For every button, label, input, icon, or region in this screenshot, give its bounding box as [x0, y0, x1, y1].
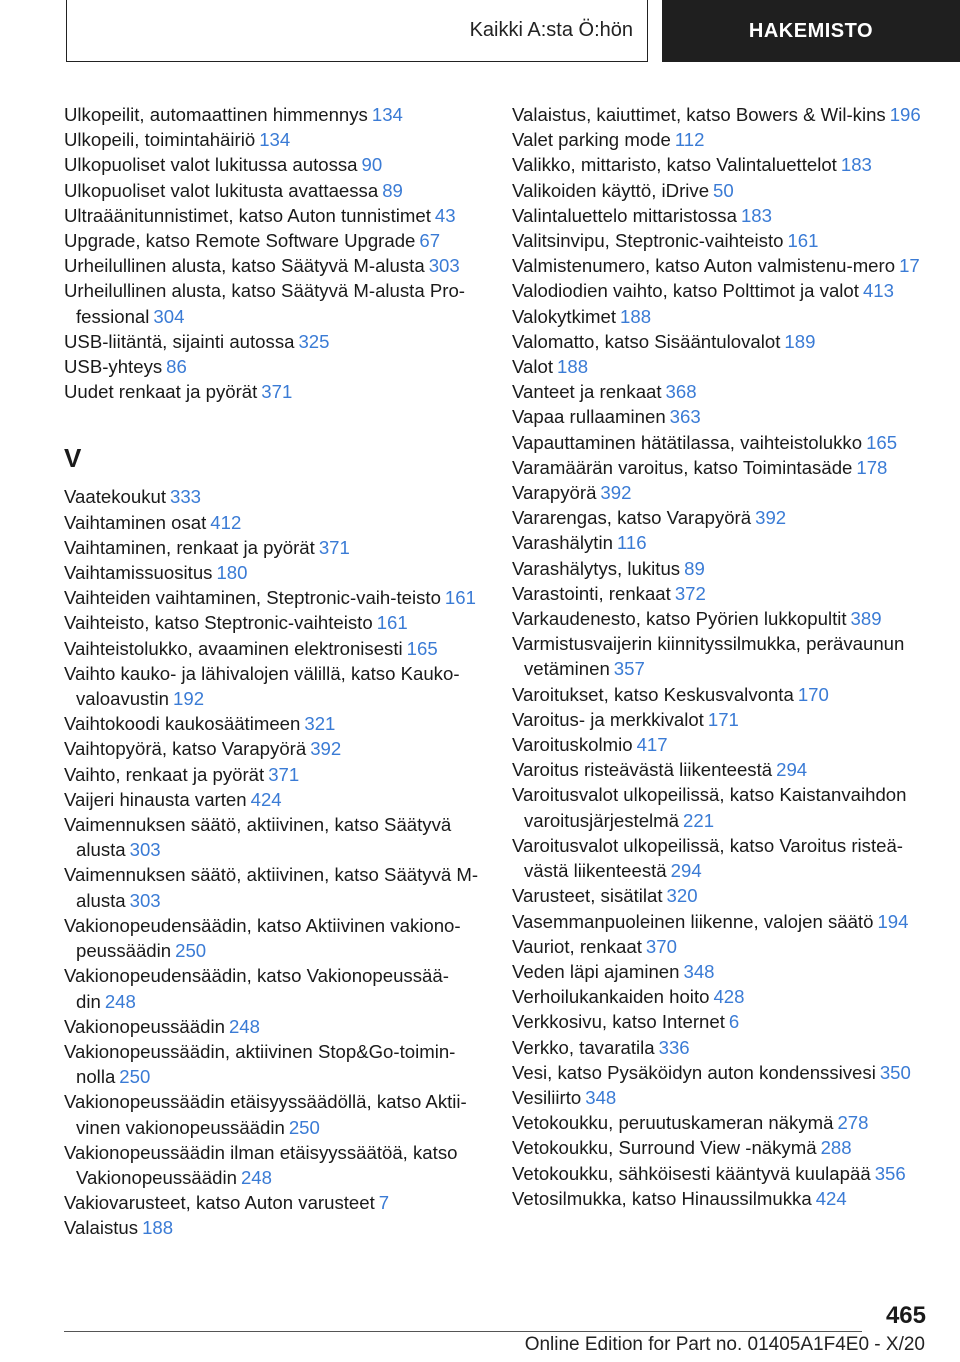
index-column-left — [64, 102, 484, 1241]
index-entry — [64, 253, 484, 278]
index-entry-page-link[interactable]: 180 — [216, 562, 248, 584]
index-entry — [64, 812, 484, 862]
index-entry-page-link[interactable]: 348 — [683, 960, 715, 982]
index-entry-page-link[interactable]: 370 — [645, 935, 677, 957]
index-entry-page-link[interactable]: 161 — [376, 612, 408, 634]
index-entry-text: Valaistus, kaiuttimet, katso Bowers & Wil-kins — [512, 104, 886, 125]
index-entry-page-link[interactable]: 424 — [815, 1187, 847, 1209]
index-entry-text: Upgrade, katso Remote Software Upgrade — [64, 230, 416, 252]
index-entry-text: Ulkopuoliset valot lukitussa autossa — [64, 154, 358, 176]
index-entry-page-link[interactable]: 188 — [557, 356, 589, 378]
index-entry — [64, 736, 484, 761]
index-entry — [64, 354, 484, 379]
index-entry-text: Veden läpi ajaminen — [512, 960, 680, 982]
index-entry-page-link[interactable]: 86 — [166, 356, 187, 378]
index-entry — [64, 379, 484, 404]
index-entry-text: Varoitusvalot ulkopeilissä, katso Kaistanvaihdon varoitusjärjestelmä — [512, 784, 907, 831]
index-entry-page-link[interactable]: 188 — [620, 305, 652, 327]
index-entry — [512, 1035, 932, 1060]
index-entry-text: Vesiliirto — [512, 1086, 582, 1108]
index-entry-text: Vaatekoukut — [64, 486, 166, 508]
index-entry-text: Varkaudenesto, katso Pyörien lukkopultit — [512, 608, 847, 630]
index-entry — [64, 585, 484, 610]
index-entries-u — [64, 102, 484, 404]
index-entry-page-link[interactable]: 178 — [856, 456, 888, 478]
index-entry-page-link[interactable]: 294 — [670, 860, 702, 882]
index-entry-text: Vaihto, renkaat ja pyörät — [64, 763, 265, 785]
index-entry-page-link[interactable]: 428 — [713, 986, 745, 1008]
index-entry-text: Varoitus risteävästä liikenteestä — [512, 759, 773, 781]
index-entry-page-link[interactable]: 389 — [850, 608, 882, 630]
index-entry — [512, 304, 932, 329]
index-entry-page-link[interactable]: 134 — [259, 129, 291, 151]
index-entry — [512, 455, 932, 480]
index-entry-text: Varmistusvaijerin kiinnityssilmukka, perävaunun vetäminen — [512, 633, 905, 680]
index-entry-text: Valitsinvipu, Steptronic-vaihteisto — [512, 230, 784, 252]
index-entry-text: Vaihtokoodi kaukosäätimeen — [64, 713, 301, 735]
index-entry-text: Vaihtaminen osat — [64, 511, 207, 533]
index-entry-page-link[interactable]: 250 — [175, 940, 207, 962]
index-entry-text: Varamäärän varoitus, katso Toimintasäde — [512, 456, 853, 478]
index-entry — [64, 913, 484, 963]
index-entry — [512, 1060, 932, 1085]
index-entry-text: Vararengas, katso Varapyörä — [512, 507, 752, 529]
index-entry-page-link[interactable]: 170 — [797, 683, 829, 705]
index-entry — [64, 762, 484, 787]
index-entry — [64, 203, 484, 228]
index-entry-page-link[interactable]: 250 — [119, 1066, 151, 1088]
index-entry-page-link[interactable]: 17 — [899, 255, 920, 277]
index-entry-text: Varashälytin — [512, 532, 613, 554]
index-entry — [64, 228, 484, 253]
index-entry-page-link[interactable]: 248 — [240, 1166, 272, 1188]
index-entry — [512, 984, 932, 1009]
index-entry-text: Urheilullinen alusta, katso Säätyvä M-alusta Pro-fessional — [64, 280, 465, 327]
index-entry-page-link[interactable]: 90 — [361, 154, 383, 176]
index-entry-page-link[interactable]: 368 — [665, 381, 697, 403]
index-entry — [512, 102, 932, 127]
index-entry-text: Valomatto, katso Sisääntulovalot — [512, 330, 781, 352]
index-entry-text: Varoitukset, katso Keskusvalvonta — [512, 683, 794, 705]
index-entry-page-link[interactable]: 392 — [600, 482, 632, 504]
index-entry — [512, 127, 932, 152]
index-entry — [64, 787, 484, 812]
index-entry-text: Vetokoukku, peruutuskameran näkymä — [512, 1112, 834, 1134]
index-entry-text: Vesi, katso Pysäköidyn auton kondenssivesi — [512, 1061, 876, 1083]
index-entry-page-link[interactable]: 116 — [616, 532, 647, 554]
index-entry-text: USB-liitäntä, sijainti autossa — [64, 330, 295, 352]
index-entry — [512, 505, 932, 530]
footer-edition: Online Edition for Part no. 01405A1F4E0 - X/20 — [524, 1334, 925, 1355]
index-entry-page-link[interactable]: 350 — [879, 1061, 911, 1083]
index-entry — [512, 480, 932, 505]
index-entry-page-link[interactable]: 320 — [666, 885, 698, 907]
index-entry — [64, 510, 484, 535]
index-entry-page-link[interactable]: 412 — [210, 511, 242, 533]
index-entry-text: USB-yhteys — [64, 356, 163, 378]
index-entry — [512, 883, 932, 908]
index-entry — [512, 909, 932, 934]
index-entry-page-link[interactable]: 165 — [406, 637, 438, 659]
footer-divider — [64, 1331, 862, 1332]
index-entry — [512, 203, 932, 228]
index-entry-text: Vakiovarusteet, katso Auton varusteet — [64, 1192, 375, 1214]
index-entry-page-link[interactable]: 189 — [784, 330, 816, 352]
index-entry-page-link[interactable]: 89 — [382, 179, 403, 201]
index-entry-page-link[interactable]: 183 — [840, 154, 872, 176]
header-chapter-title: HAKEMISTO — [748, 19, 874, 42]
index-entry-page-link[interactable]: 333 — [170, 486, 202, 508]
index-entry-text: Urheilullinen alusta, katso Säätyvä M-alusta — [64, 255, 425, 277]
index-entry-text: Valmistenumero, katso Auton valmistenu-mero — [512, 255, 896, 277]
index-entry — [512, 379, 932, 404]
index-entry — [64, 636, 484, 661]
index-entry-text: Varastointi, renkaat — [512, 582, 671, 604]
header-chapter-tab — [662, 0, 960, 62]
index-entry-page-link[interactable]: 171 — [707, 708, 739, 730]
index-entry — [512, 178, 932, 203]
index-entry-page-link[interactable]: 221 — [683, 809, 715, 831]
index-entry — [512, 782, 932, 832]
index-entry-page-link[interactable]: 161 — [787, 230, 819, 252]
index-entry-text: Vapaa rullaaminen — [512, 406, 666, 428]
index-entry — [64, 1014, 484, 1039]
index-entry-page-link[interactable]: 417 — [636, 734, 668, 756]
index-entry — [512, 682, 932, 707]
index-entry-page-link[interactable]: 303 — [129, 839, 161, 861]
index-entry — [512, 228, 932, 253]
index-entry — [512, 959, 932, 984]
index-entry — [64, 963, 484, 1013]
index-entry — [64, 560, 484, 585]
index-entry — [512, 1135, 932, 1160]
index-entry-text: Vapauttaminen hätätilassa, vaihteistolukko — [512, 431, 863, 453]
index-entry-page-link[interactable]: 248 — [104, 990, 136, 1012]
index-entry-page-link[interactable]: 278 — [837, 1112, 869, 1134]
index-entry-text: Valet parking mode — [512, 129, 671, 151]
index-entry-page-link[interactable]: 363 — [669, 406, 701, 428]
index-entry — [64, 661, 484, 711]
index-entry-text: Varashälytys, lukitus — [512, 557, 681, 579]
index-entry-text: Verhoilukankaiden hoito — [512, 986, 710, 1008]
index-entry-text: Valintaluettelo mittaristossa — [512, 204, 737, 226]
index-entry-page-link[interactable]: 424 — [250, 788, 282, 810]
index-entry-page-link[interactable]: 371 — [261, 381, 293, 403]
index-entry — [64, 102, 484, 127]
index-entry-page-link[interactable]: 304 — [153, 305, 185, 327]
index-entry-text: Vakionopeussäädin, aktiivinen Stop&Go-toimin-nolla — [64, 1040, 456, 1088]
index-entry-text: Varoitusvalot ulkopeilissä, katso Varoitus risteä-västä liikenteestä — [512, 834, 903, 882]
index-entry — [64, 1039, 484, 1089]
index-entry-text: Valaistus — [64, 1217, 139, 1239]
index-entry — [64, 127, 484, 152]
index-entry-page-link[interactable]: 183 — [740, 204, 772, 226]
index-entry-text: Vakionopeussäädin ilman etäisyyssäätöä, katso Vakionopeussäädin — [64, 1141, 458, 1188]
index-entry-page-link[interactable]: 194 — [877, 910, 909, 932]
index-entry — [64, 862, 484, 912]
index-entry — [64, 278, 484, 328]
index-column-right — [512, 102, 932, 1211]
index-entry-text: Vaihto kauko- ja lähivalojen välillä, katso Kauko-valoavustin — [64, 662, 460, 710]
index-entry-page-link[interactable]: 250 — [288, 1116, 320, 1138]
index-entry — [512, 430, 932, 455]
index-entry — [512, 1110, 932, 1135]
index-entry-text: Valikoiden käyttö, iDrive — [512, 179, 710, 201]
index-entry-text: Varapyörä — [512, 482, 597, 504]
index-entry-page-link[interactable]: 392 — [310, 738, 342, 760]
header-section-tab — [66, 0, 648, 62]
index-entry — [512, 757, 932, 782]
index-entry-text: Vasemmanpuoleinen liikenne, valojen säätö — [512, 910, 874, 932]
index-entry — [512, 606, 932, 631]
index-entry-page-link[interactable]: 165 — [866, 431, 898, 453]
index-entry-text: Vauriot, renkaat — [512, 935, 642, 957]
index-entry-text: Vakionopeudensäädin, katso Vakionopeussää-din — [64, 965, 449, 1012]
index-entry-text: Valot — [512, 356, 554, 378]
index-entry-page-link[interactable]: 321 — [304, 713, 336, 735]
index-entry — [64, 1089, 484, 1139]
index-entry-text: Uudet renkaat ja pyörät — [64, 381, 258, 403]
section-letter: V — [64, 443, 82, 474]
index-entry-page-link[interactable]: 192 — [173, 688, 205, 710]
index-entry-text: Ulkopuoliset valot lukitusta avattaessa — [64, 179, 379, 201]
index-entry — [512, 152, 932, 177]
index-entry-page-link[interactable]: 6 — [728, 1011, 740, 1033]
index-entry — [64, 610, 484, 635]
index-entry-page-link[interactable]: 357 — [613, 658, 645, 680]
index-entry-text: Verkko, tavaratila — [512, 1036, 655, 1058]
index-entry — [512, 278, 932, 303]
index-entry-page-link[interactable]: 248 — [228, 1015, 260, 1037]
index-entry-text: Vaihtaminen, renkaat ja pyörät — [64, 536, 315, 558]
index-entry — [512, 1085, 932, 1110]
header-section-title: Kaikki A:sta Ö:hön — [469, 19, 633, 41]
index-entry-text: Varoitus- ja merkkivalot — [512, 708, 704, 730]
index-entry-text: Varoituskolmio — [512, 734, 633, 756]
index-entry-text: Vetokoukku, Surround View -näkymä — [512, 1137, 817, 1159]
index-entry — [64, 711, 484, 736]
index-entry-page-link[interactable]: 7 — [378, 1192, 390, 1214]
index-entry — [512, 707, 932, 732]
index-entry — [64, 178, 484, 203]
index-entry — [512, 253, 932, 278]
index-entry-text: Verkkosivu, katso Internet — [512, 1011, 725, 1033]
index-entry-text: Vaimennuksen säätö, aktiivinen, katso Säätyvä alusta — [64, 814, 452, 861]
index-entry — [64, 484, 484, 509]
index-entry-page-link[interactable]: 294 — [776, 759, 808, 781]
index-entry — [64, 1215, 484, 1240]
index-entry — [64, 152, 484, 177]
index-entry-text: Vaihteistolukko, avaaminen elektronisesti — [64, 637, 403, 659]
index-entry-text: Vakionopeudensäädin, katso Aktiivinen vakiono-peussäädin — [64, 914, 461, 962]
index-entries-v-continued — [512, 102, 932, 1211]
index-entry-text: Vaihteisto, katso Steptronic-vaihteisto — [64, 612, 373, 634]
index-entry-text: Ulkopeilit, automaattinen himmennys — [64, 104, 368, 125]
index-entry — [64, 535, 484, 560]
index-entry-page-link[interactable]: 371 — [318, 536, 350, 558]
index-entry-page-link[interactable]: 43 — [434, 204, 456, 226]
index-entry-text: Vakionopeussäädin — [64, 1015, 225, 1037]
index-entry-page-link[interactable]: 134 — [371, 104, 403, 125]
index-entry-page-link[interactable]: 50 — [713, 179, 734, 201]
index-entry-text: Vaihteiden vaihtaminen, Steptronic-vaih-teisto — [64, 587, 441, 609]
index-entry-page-link[interactable]: 372 — [674, 582, 706, 604]
index-entry — [512, 354, 932, 379]
index-entry — [64, 1190, 484, 1215]
index-entry — [512, 1161, 932, 1186]
index-entry — [512, 732, 932, 757]
index-entry-text: Valokytkimet — [512, 305, 617, 327]
index-entry-text: Ulkopeili, toimintahäiriö — [64, 129, 256, 151]
index-entry-page-link[interactable]: 89 — [684, 557, 705, 579]
index-entry — [512, 556, 932, 581]
index-entry-page-link[interactable]: 161 — [444, 587, 476, 609]
index-entry-page-link[interactable]: 67 — [419, 230, 441, 252]
index-entry — [512, 404, 932, 429]
index-entry-page-link[interactable]: 348 — [585, 1086, 617, 1108]
index-entry-text: Vaijeri hinausta varten — [64, 788, 247, 810]
index-entry-text: Vetokoukku, sähköisesti kääntyvä kuulapää — [512, 1162, 871, 1184]
index-entry-page-link[interactable]: 371 — [268, 763, 300, 785]
index-entry-text: Valodiodien vaihto, katso Polttimot ja valot — [512, 280, 859, 302]
index-entry-text: Vetosilmukka, katso Hinaussilmukka — [512, 1187, 812, 1209]
index-entry-page-link[interactable]: 336 — [658, 1036, 690, 1058]
index-entry — [512, 581, 932, 606]
index-entry — [512, 329, 932, 354]
index-entry — [512, 1009, 932, 1034]
index-entry-page-link[interactable]: 188 — [142, 1217, 174, 1239]
index-entry-page-link[interactable]: 288 — [820, 1137, 852, 1159]
index-entry-text: Vakionopeussäädin etäisyyssäädöllä, katso Aktii-vinen vakionopeussäädin — [64, 1091, 467, 1138]
index-entry-page-link[interactable]: 356 — [874, 1162, 906, 1184]
index-entry-text: Ultraäänitunnistimet, katso Auton tunnistimet — [64, 204, 431, 226]
index-entry-text: Vaimennuksen säätö, aktiivinen, katso Säätyvä M-alusta — [64, 864, 479, 911]
index-entry-page-link[interactable]: 303 — [129, 889, 161, 911]
index-entry — [64, 1140, 484, 1190]
index-entries-v — [64, 484, 484, 1240]
index-entry-page-link[interactable]: 303 — [428, 255, 460, 277]
index-entry — [512, 631, 932, 681]
index-entry-text: Vaihtopyörä, katso Varapyörä — [64, 738, 307, 760]
index-entry-page-link[interactable]: 196 — [889, 104, 921, 125]
index-entry — [512, 833, 932, 883]
index-entry — [512, 1186, 932, 1211]
index-entry — [512, 934, 932, 959]
index-entry — [64, 329, 484, 354]
index-entry-page-link[interactable]: 392 — [755, 507, 787, 529]
index-entry-text: Vanteet ja renkaat — [512, 381, 662, 403]
index-entry — [512, 530, 932, 555]
index-entry-text: Varusteet, sisätilat — [512, 885, 663, 907]
index-entry-page-link[interactable]: 413 — [862, 280, 894, 302]
index-entry-text: Vaihtamissuositus — [64, 562, 213, 584]
index-entry-text: Valikko, mittaristo, katso Valintaluettelot — [512, 154, 837, 176]
index-entry-page-link[interactable]: 112 — [674, 129, 705, 151]
index-entry-page-link[interactable]: 325 — [298, 330, 330, 352]
page-number: 465 — [885, 1302, 926, 1329]
